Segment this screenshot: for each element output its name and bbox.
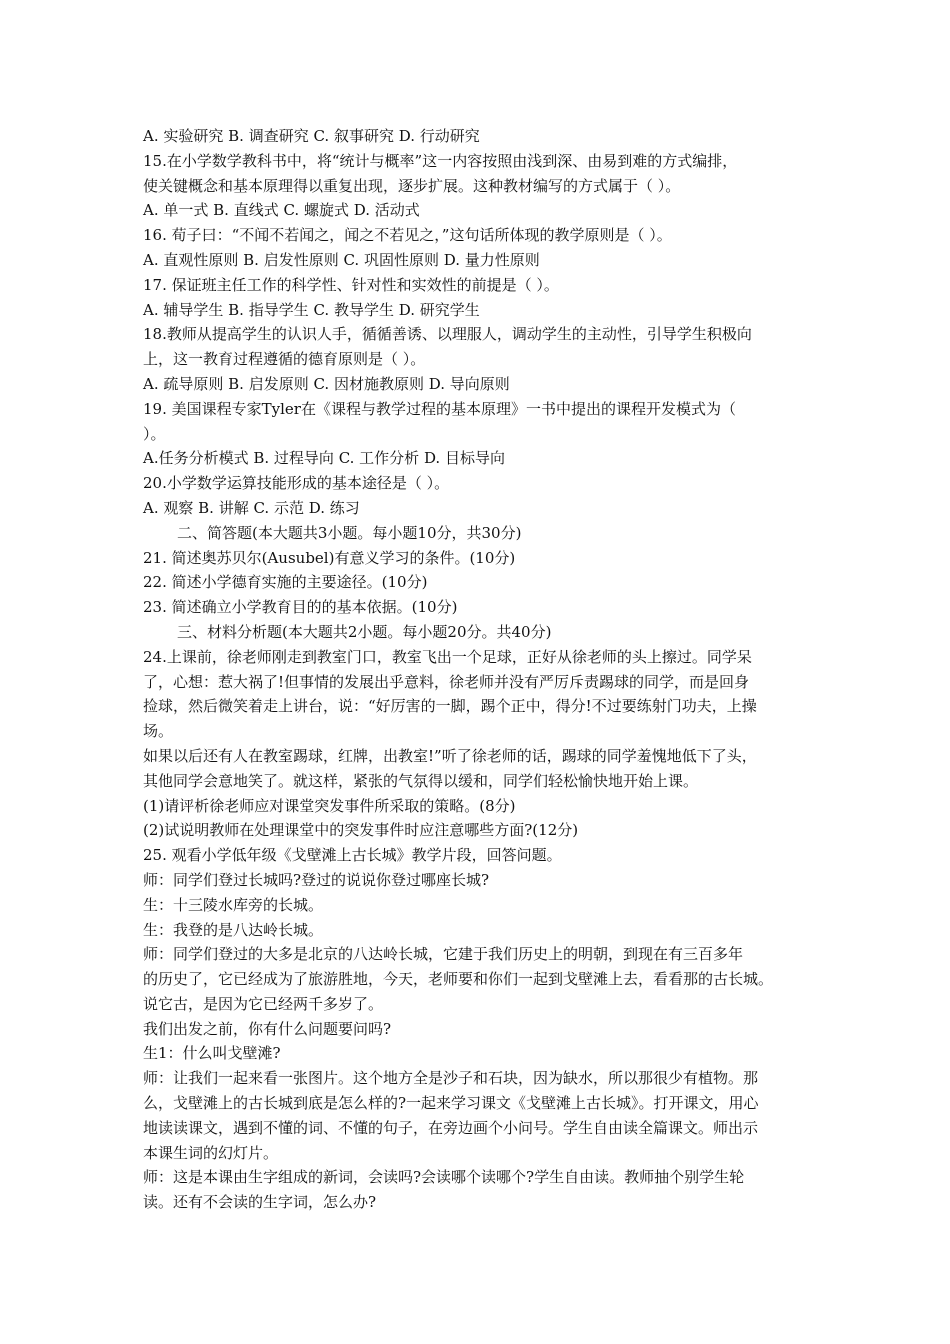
text-line: 师：让我们一起来看一张图片。这个地方全是沙子和石块，因为缺水，所以那很少有植物。那 [143, 1069, 759, 1088]
text-line: 生：我登的是八达岭长城。 [143, 920, 324, 939]
text-line: 生1：什么叫戈壁滩? [143, 1044, 281, 1063]
text-line: A. 观察 B. 讲解 C. 示范 D. 练习 [143, 498, 360, 517]
text-line: 17. 保证班主任工作的科学性、针对性和实效性的前提是（ ）。 [143, 275, 559, 294]
text-line: 20.小学数学运算技能形成的基本途径是（ ）。 [143, 474, 450, 493]
text-line: 师：同学们登过的大多是北京的八达岭长城，它建于我们历史上的明朝，到现在有三百多年 [143, 945, 744, 964]
text-line: 本课生词的幻灯片。 [143, 1143, 279, 1162]
text-line: 么，戈壁滩上的古长城到底是怎么样的?一起来学习课文《戈壁滩上古长城》。打开课文，用心 [143, 1094, 759, 1113]
text-line: (1)请评析徐老师应对课堂突发事件所采取的策略。(8分) [143, 796, 516, 815]
text-line: 上，这一教育过程遵循的德育原则是（ ）。 [143, 350, 426, 369]
text-line: 我们出发之前，你有什么问题要问吗? [143, 1019, 392, 1038]
text-line: 24.上课前，徐老师刚走到教室门口，教室飞出一个足球，正好从徐老师的头上擦过。同学呆 [143, 647, 752, 666]
text-line: 15.在小学数学教科书中，将“统计与概率”这一内容按照由浅到深、由易到难的方式编排， [143, 151, 738, 170]
text-line: 捡球，然后微笑着走上讲台，说：“好厉害的一脚，踢个正中，得分!不过要练射门功夫，上操 [143, 697, 757, 716]
text-line: 地读读课文，遇到不懂的词、不懂的句子，在旁边画个小问号。学生自由读全篇课文。师出示 [143, 1118, 759, 1137]
text-line: 场。 [143, 722, 174, 741]
text-line: 读。还有不会读的生字词，怎么办? [143, 1193, 377, 1212]
text-line: A. 实验研究 B. 调查研究 C. 叙事研究 D. 行动研究 [143, 127, 480, 145]
text-line: 25. 观看小学低年级《戈壁滩上古长城》教学片段，回答问题。 [143, 846, 562, 865]
text-line: 19. 美国课程专家Tyler在《课程与教学过程的基本原理》一书中提出的课程开发模式为（ [143, 399, 736, 418]
text-line: 21. 简述奥苏贝尔(Ausubel)有意义学习的条件。(10分) [143, 548, 516, 567]
text-line: 23. 简述确立小学教育目的的基本依据。(10分) [143, 598, 458, 617]
text-line: 说它古，是因为它已经两千多岁了。 [143, 994, 384, 1013]
text-line: 其他同学会意地笑了。就这样，紧张的气氛得以缓和，同学们轻松愉快地开始上课。 [143, 771, 699, 790]
text-line: 使关键概念和基本原理得以重复出现，逐步扩展。这种教材编写的方式属于（ ）。 [143, 176, 681, 195]
text-line: A. 疏导原则 B. 启发原则 C. 因材施教原则 D. 导向原则 [143, 374, 510, 393]
text-line: 师：这是本课由生字组成的新词，会读吗?会读哪个读哪个?学生自由读。教师抽个别学生轮 [143, 1168, 745, 1187]
text-line: 师：同学们登过长城吗?登过的说说你登过哪座长城? [143, 870, 490, 889]
section-heading: 二、简答题(本大题共3小题。每小题10分，共30分) [177, 523, 522, 542]
text-line: 的历史了，它已经成为了旅游胜地，今天，老师要和你们一起到戈壁滩上去，看看那的古长城。 [143, 970, 774, 989]
section-heading: 三、材料分析题(本大题共2小题。每小题20分。共40分) [177, 622, 552, 641]
text-line: 22. 简述小学德育实施的主要途径。(10分) [143, 573, 428, 592]
text-line: A. 直观性原则 B. 启发性原则 C. 巩固性原则 D. 量力性原则 [143, 250, 540, 269]
text-line: 生：十三陵水库旁的长城。 [143, 895, 324, 914]
text-line: 16. 荀子曰：“不闻不若闻之，闻之不若见之，”这句话所体现的教学原则是（ ）。 [143, 226, 672, 245]
text-line: ）。 [143, 424, 166, 443]
text-line: A.任务分析模式 B. 过程导向 C. 工作分析 D. 目标导向 [143, 449, 505, 468]
document-page [143, 124, 823, 1215]
text-line: A. 单一式 B. 直线式 C. 螺旋式 D. 活动式 [143, 201, 420, 220]
text-line: 了，心想：惹大祸了!但事情的发展出乎意料，徐老师并没有严厉斥责踢球的同学，而是回身 [143, 672, 750, 691]
text-line: 如果以后还有人在教室踢球，红牌，出教室!”听了徐老师的话，踢球的同学羞愧地低下了头， [143, 746, 757, 765]
text-line: A. 辅导学生 B. 指导学生 C. 教导学生 D. 研究学生 [143, 300, 480, 319]
text-line: (2)试说明教师在处理课堂中的突发事件时应注意哪些方面?(12分) [143, 821, 579, 840]
text-line: 18.教师从提高学生的认识人手，循循善诱、以理服人，调动学生的主动性，引导学生积极向 [143, 325, 752, 344]
